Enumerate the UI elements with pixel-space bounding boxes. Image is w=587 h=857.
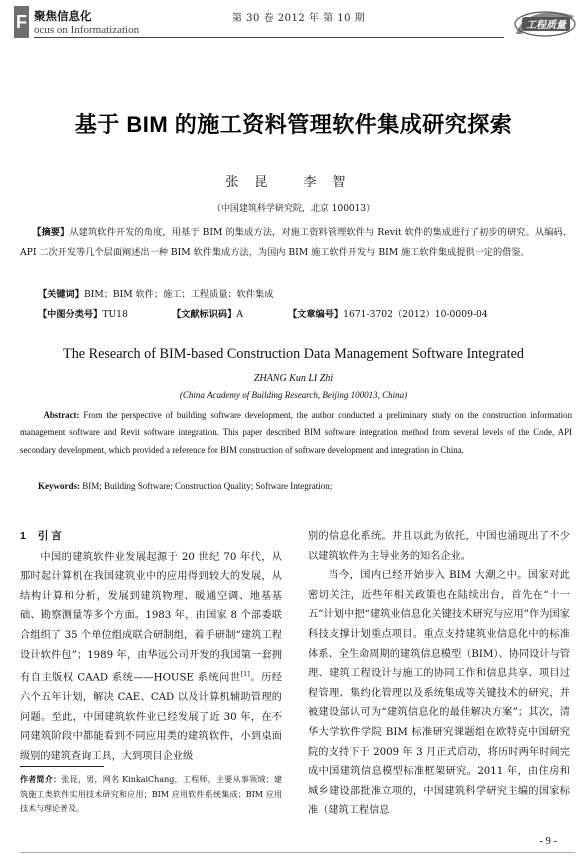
affiliation-en: (China Academy of Building Research, Beijing 100013, China) (179, 390, 408, 400)
body-column-left (20, 527, 282, 767)
affiliation-cn: （中国建筑科学研究院，北京 100013） (211, 204, 376, 214)
section-title: 引 言 (37, 530, 62, 542)
paragraph-intro-b: 。历经六个五年计划，解决 CAE、CAD 以及计算机辅助管理的问题。至此，中国建筑软件业已经发展了近 30 年，在不同建筑阶段中都能看到不同应用类的建筑软件，小到桌面级别的建筑查询工具，大到项目企业级 (20, 672, 282, 762)
paragraph-intro (20, 548, 282, 767)
journal-name-cn: 聚焦信息化 (34, 11, 92, 23)
section-number: 1 (20, 530, 26, 542)
running-header (14, 6, 574, 40)
section-heading (20, 527, 282, 547)
abstract-en (20, 407, 572, 459)
abstract-en-label: Abstract: (43, 410, 80, 420)
article-title-cn: 基于 BIM 的施工资料管理软件集成研究探索 (74, 112, 513, 137)
footer-rule (20, 852, 575, 853)
engineering-quality-logo (512, 6, 578, 40)
body-column-right (308, 527, 570, 821)
keywords-en (38, 481, 332, 491)
keywords-cn-label: 【关键词】 (38, 289, 84, 300)
clc-value: TU18 (102, 309, 128, 320)
journal-initial-box: F (14, 6, 29, 38)
authors-cn: 张昆 李智 (225, 175, 362, 190)
doc-code-value: A (236, 309, 243, 320)
keywords-en-text: BIM; Building Software; Construction Quality; Software Integration; (82, 481, 333, 491)
article-number (288, 306, 488, 320)
page-number: - 9 - (539, 836, 557, 847)
header-rule (34, 37, 504, 38)
doc-code-label: 【文献标识码】 (172, 309, 237, 319)
paragraph-intro-a: 中国的建筑软件业发展起源于 20 世纪 70 年代，从那时起计算机在我国建筑业中的应用得到较大的发展，从结构计算和分析，发展到建筑物理、暖通空调、地基基础、勘察测量等多个方面。1983 年，由国家 8 个部委联合组织了 35 个单位组成联合研制组，着手研制“建筑工程设计软件包”；1989 年，由华远公司开发的我国第一套拥有自主版权 CAAD 系统——HOUSE 系统问世 (20, 551, 282, 684)
journal-name-en: ocus on Informatization (34, 24, 140, 36)
article-title-en: The Research of BIM-based Construction Data Management Software Integrated (63, 346, 524, 362)
author-footnote (20, 773, 282, 817)
keywords-cn-text: BIM；BIM 软件；施工；工程质量；软件集成 (83, 289, 274, 300)
article-number-label: 【文章编号】 (288, 309, 344, 319)
keywords-cn (38, 286, 273, 300)
citation-ref: [1] (240, 670, 250, 679)
issue-info: 第 30 卷 2012 年 第 10 期 (232, 13, 366, 24)
document-code (172, 306, 243, 320)
clc-label: 【中图分类号】 (38, 309, 103, 319)
authors-en: ZHANG Kun LI Zhi (253, 373, 334, 384)
clc-number (38, 306, 128, 320)
article-number-value: 1671-3702（2012）10-0009-04 (343, 309, 488, 320)
paragraph-bim: 当今，国内已经开始步入 BIM 大潮之中。国家对此密切关注，近些年相关政策也在陆续出台，首先在“十一五”计划中把“建筑业信息化关键技术研究与应用”作为国家科技支撑计划重点项目。重点支持建筑业信息化中的标准体系、全生命周期的建筑信息模型（BIM）、协同设计与管理、建筑工程设计与施工的协同工作和信息共享、项目过程管理、集约化管理以及系统集成等关键技术的研究，并被建设部认可为“建筑信息化的最佳解决方案”；其次，清华大学软件学院 BIM 标准研究课题组在欧特克中国研究院的支持下于 2009 年 3 月正式启动，将历时两年时间完成中国建筑信息模型标准框架研究。2011 年，由住房和城乡建设部批准立项的，中国建筑科学研究主编的国家标准（建筑工程信息 (308, 570, 570, 817)
footnote-text: 张昆，男，网名 KinkaiChang，工程师，主要从事领域：建筑施工类软件实用技术研究和应用；BIM 应用软件系统集成；BIM 应用技术与理论普及。 (20, 775, 282, 814)
footnote-label: 作者简介： (20, 775, 62, 784)
badge-text: 工程质量 (526, 20, 566, 31)
keywords-en-label: Keywords: (38, 481, 80, 491)
paragraph-intro-continued: 别的信息化系统。并且以此为依托，中国也涌现出了不少以建筑软件为主导业务的知名企业。 (308, 531, 570, 562)
abstract-cn (20, 223, 572, 262)
abstract-en-text: From the perspective of building software development, the author conducted a preliminary study on the construction information management software and Revit software integration. This paper described BIM software integration method from several levels of the Code, API secondary development, which provided a reference for BIM construction of software development and integration in China. (20, 410, 573, 455)
abstract-cn-label: 【摘要】 (32, 227, 70, 237)
abstract-cn-text: 从建筑软件开发的角度，用基于 BIM 的集成方法，对施工资料管理软件与 Revit 软件的集成进行了初步的研究。从编码、API 二次开发等几个层面阐述出一种 BIM 软件集成方法，为国内 BIM 施工软件开发与 BIM 施工软件集成提供一定的借鉴。 (20, 227, 572, 258)
footnote-rule (20, 766, 104, 767)
